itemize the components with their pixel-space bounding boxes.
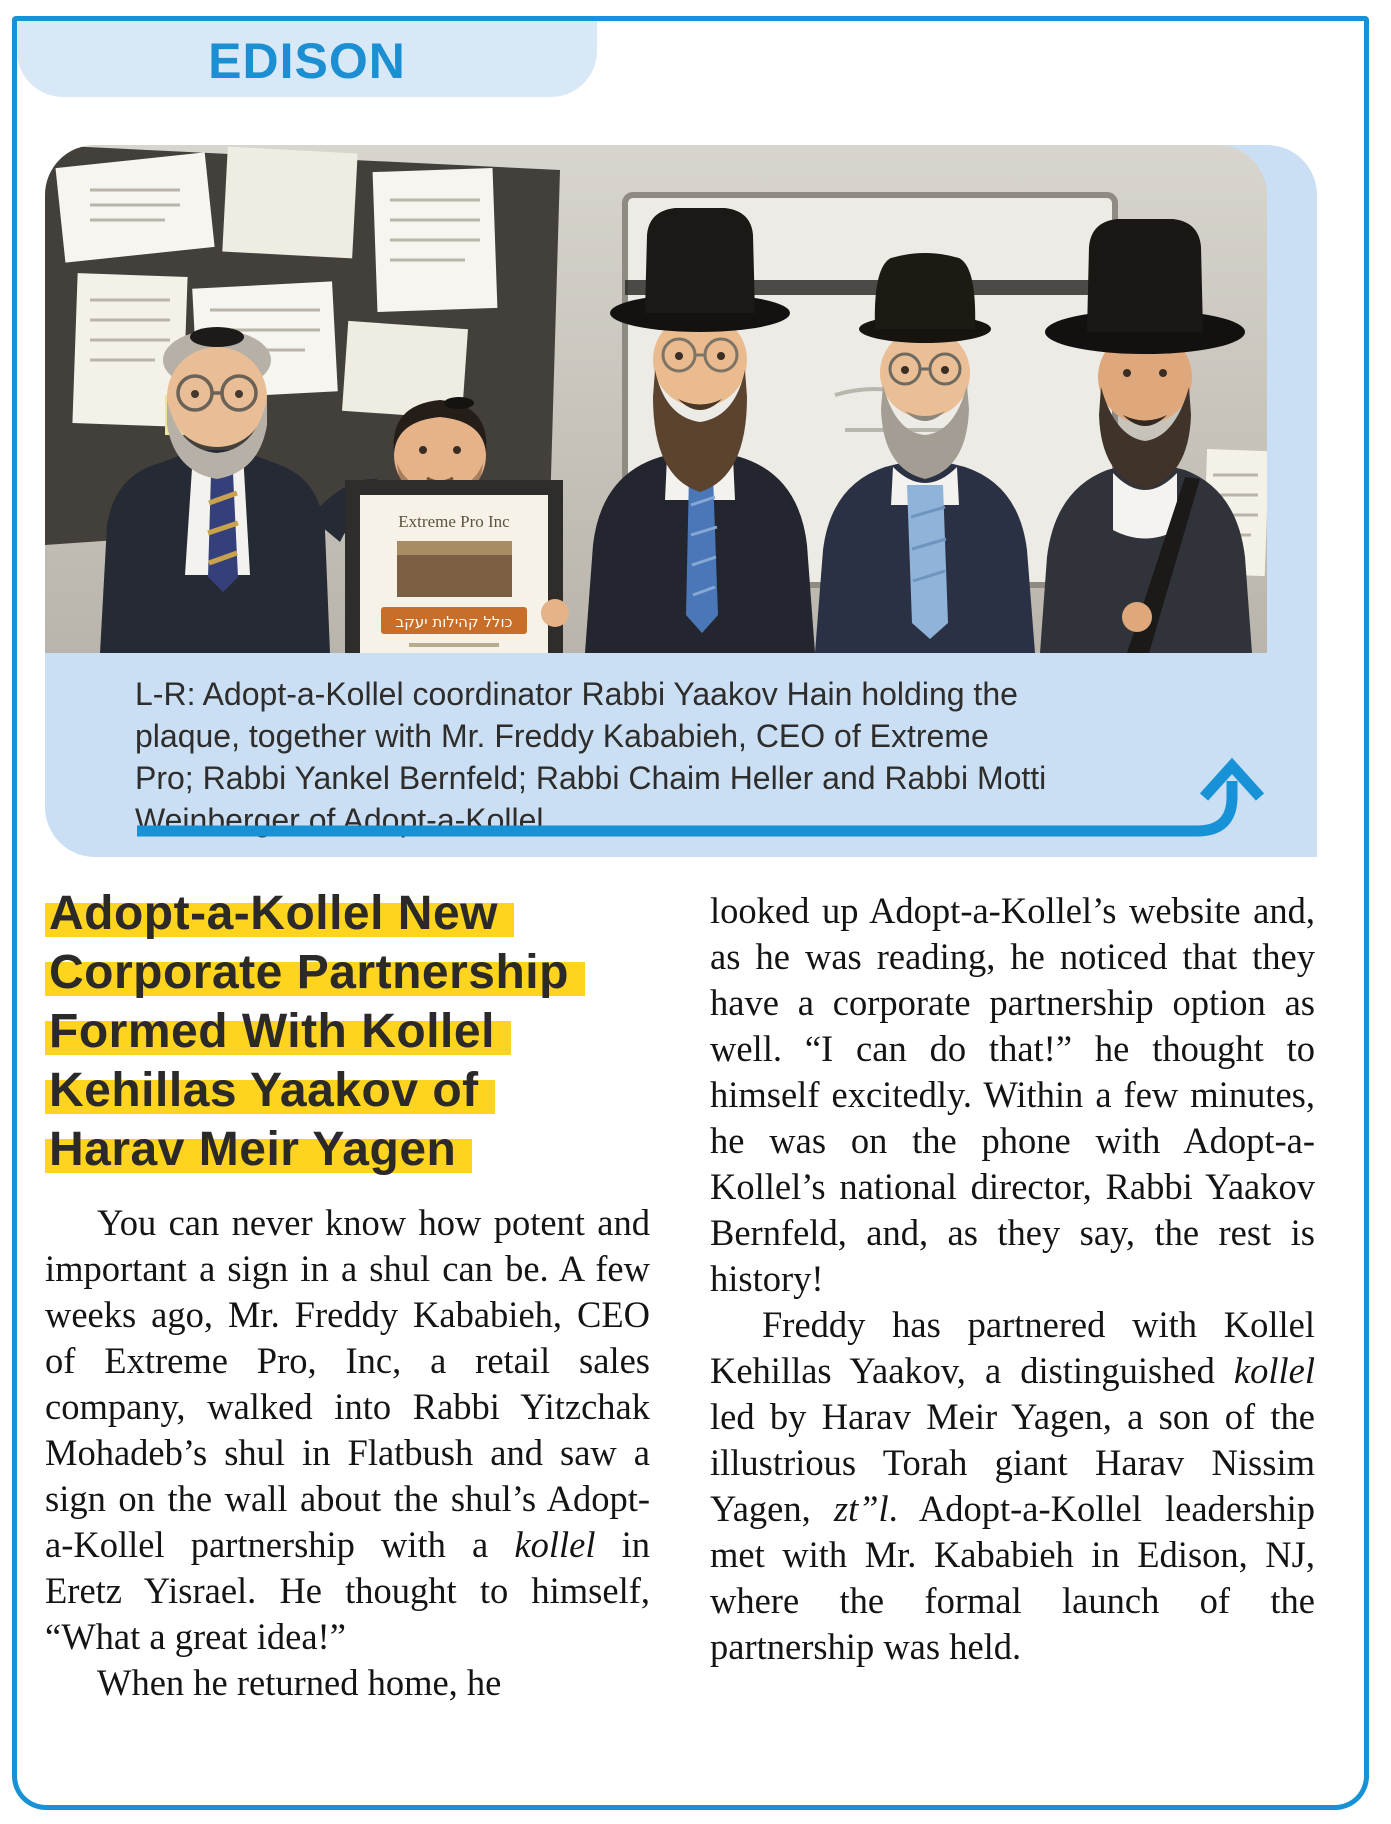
article-column-left — [45, 1200, 650, 1706]
caption-line: plaque, together with Mr. Freddy Kababieh, CEO of Extreme — [135, 718, 989, 754]
paragraph-text: looked up Adopt-a-Kollel’s website and, as he was reading, he noticed that they have a corporate partnership option as well. “I can do that!” he thought to himself excitedly. Within a few minutes, he was on the phone with Adopt-a-Kollel’s national director, Rabbi Yaakov Bernfeld, and, as they say, the rest is history! — [710, 890, 1315, 1299]
headline-line: Corporate Partnership — [45, 946, 585, 999]
italic-term: zt”l — [833, 1488, 889, 1529]
paragraph — [45, 1660, 650, 1706]
headline-line: Harav Meir Yagen — [45, 1123, 472, 1176]
plaque-banner-hebrew: כולל קהילות יעקב — [395, 613, 513, 631]
paragraph — [45, 1200, 650, 1660]
paragraph-text: You can never know how potent and important a sign in a shul can be. A few weeks ago, Mr. Freddy Kababieh, CEO of Extreme Pro, Inc, a retail sales company, walked into Rabbi Yitzchak Mohadeb’s shul in Flatbush and saw a sign on the wall about the shul’s Adopt-a-Kollel partnership with a — [45, 1202, 650, 1565]
section-header-bar — [17, 21, 597, 97]
section-title: EDISON — [208, 33, 406, 89]
plaque — [345, 480, 569, 653]
caption-line: L-R: Adopt-a-Kollel coordinator Rabbi Yaakov Hain holding the — [135, 676, 1018, 712]
paragraph — [710, 888, 1315, 1302]
paragraph-text: . Adopt-a-Kollel leadership met with Mr. Kababieh in Edison, NJ, where the formal launch of the partnership was held. — [710, 1488, 1315, 1667]
italic-term: kollel — [1233, 1350, 1315, 1391]
headline-line: Adopt-a-Kollel New — [45, 887, 514, 940]
headline-line: Formed With Kollel — [45, 1005, 511, 1058]
group-photo-illustration — [45, 145, 1267, 653]
paragraph-text: Freddy has partnered with Kollel Kehillas Yaakov, a distinguished — [710, 1304, 1315, 1391]
curved-up-arrow-icon — [135, 753, 1315, 849]
caption-line: Pro; Rabbi Yankel Bernfeld; Rabbi Chaim Heller and Rabbi Motti — [135, 760, 1047, 796]
paragraph — [710, 1302, 1315, 1670]
group-photo — [45, 145, 1267, 653]
headline-line: Kehillas Yaakov of — [45, 1064, 495, 1117]
article-headline — [45, 884, 685, 1179]
paragraph-text: in Eretz Yisrael. He thought to himself, “What a great idea!” — [45, 1524, 650, 1657]
paragraph-text: When he returned home, he — [97, 1662, 502, 1703]
caption-line: Weinberger of Adopt-a-Kollel. — [135, 802, 553, 838]
photo-card — [45, 145, 1317, 857]
paragraph-text: led by Harav Meir Yagen, a son of the illustrious Torah giant Harav Nissim Yagen, — [710, 1396, 1315, 1529]
plaque-title: Extreme Pro Inc — [398, 512, 510, 531]
article-column-right — [710, 888, 1315, 1670]
italic-term: kollel — [514, 1524, 596, 1565]
